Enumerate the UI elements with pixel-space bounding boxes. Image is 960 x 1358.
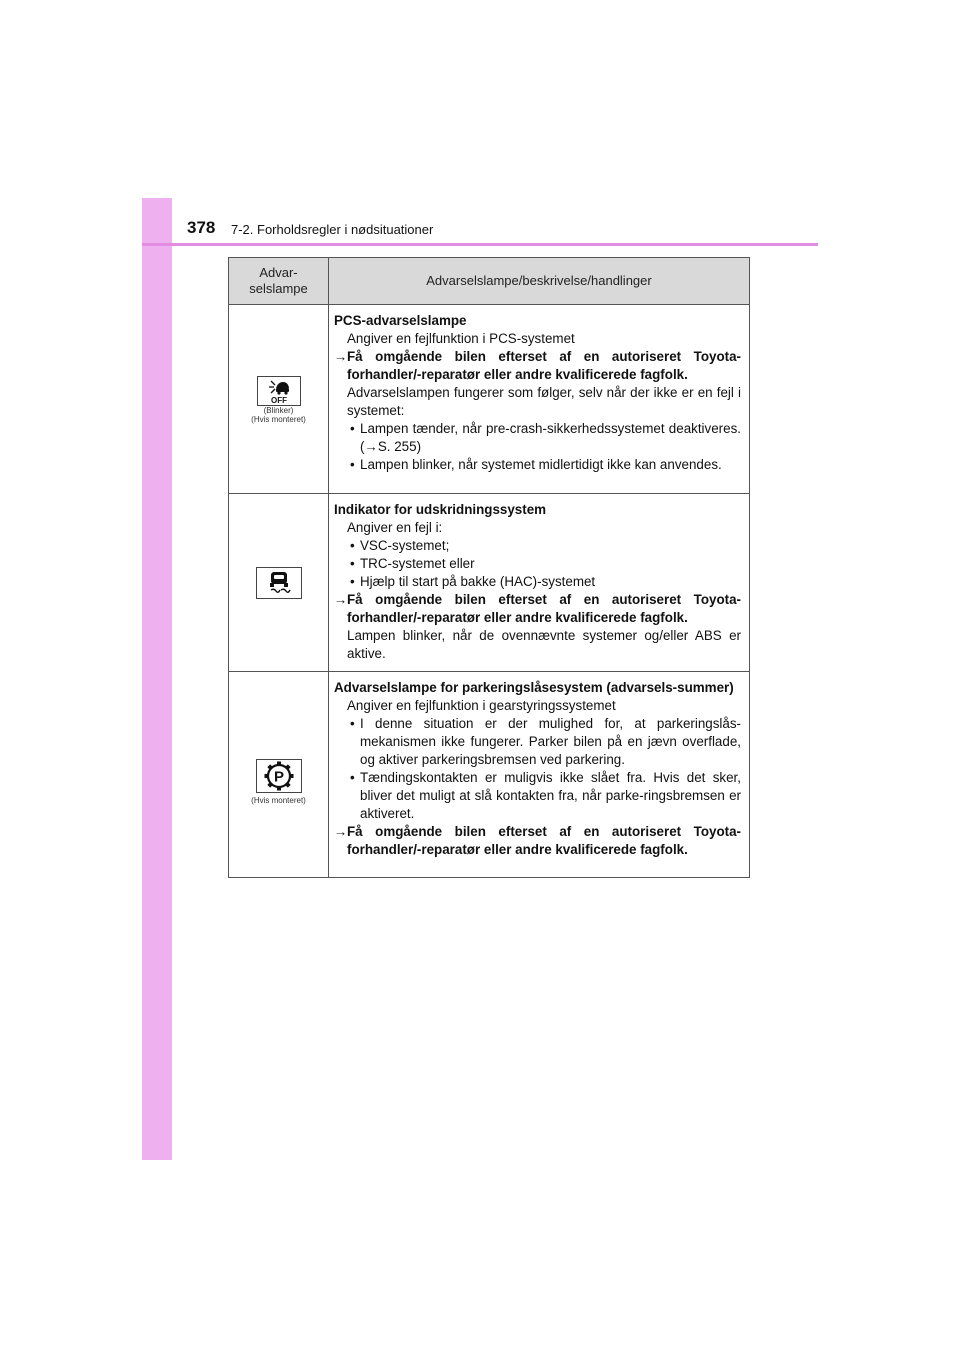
lamp-intro: Angiver en fejlfunktion i gearstyringssystemet: [347, 698, 616, 713]
header-rule: [142, 243, 818, 246]
lamp-paragraph: Advarselslampen fungerer som følger, selv når der ikke er en fejl i systemet:: [347, 385, 741, 418]
description-cell: [329, 494, 750, 672]
lamp-cell: [229, 305, 329, 494]
table-row: [229, 672, 750, 878]
list-item: • VSC-systemet;: [350, 538, 450, 553]
action-text: → Få omgående bilen efterset af en autoriseret Toyota-forhandler/-reparatør eller andre kvalificerede fagfolk.: [334, 592, 741, 625]
page-number: 378: [187, 218, 216, 237]
list-item: • TRC-systemet eller: [350, 556, 475, 571]
side-tab-band: [142, 198, 172, 1160]
lamp-cell: [229, 494, 329, 672]
pcs-off-label: OFF: [270, 396, 287, 405]
list-item: • Lampen tænder, når pre-crash-sikkerhedssystemet deaktiveres. (→S. 255): [350, 421, 741, 454]
lamp-cell: [229, 672, 329, 878]
lamp-title: Advarselslampe for parkeringslåsesystem (advarsels-summer): [334, 680, 734, 695]
table-row: [229, 305, 750, 494]
action-text: → Få omgående bilen efterset af en autoriseret Toyota-forhandler/-reparatør eller andre kvalificerede fagfolk.: [334, 349, 741, 382]
description-cell: [329, 672, 750, 878]
table-header-row: [229, 258, 750, 305]
parking-lock-gear-icon: [256, 759, 302, 793]
skid-indicator-icon: [256, 567, 302, 599]
lamp-intro: Angiver en fejlfunktion i PCS-systemet: [347, 331, 575, 346]
section-title: 7-2. Forholdsregler i nødsituationer: [231, 222, 434, 237]
list-item: • Lampen blinker, når systemet midlertidigt ikke kan anvendes.: [350, 457, 722, 472]
list-item: • Hjælp til start på bakke (HAC)-systemet: [350, 574, 596, 589]
lamp-note-if-fitted: (Hvis monteret): [251, 415, 306, 424]
col-header-description: Advarselslampe/beskrivelse/handlinger: [329, 258, 750, 305]
pcs-off-icon: [257, 376, 301, 406]
list-item: • I denne situation er der mulighed for, at parkeringslås-mekanismen ikke fungerer. Parker bilen på en jævn overflade, og aktiver parkeringsbremsen ved parkering.: [350, 716, 741, 767]
lamp-note-blink: (Blinker): [263, 406, 294, 415]
svg-text:P: P: [273, 768, 284, 785]
table-row: [229, 494, 750, 672]
lamp-title: PCS-advarselslampe: [334, 313, 467, 328]
col-header-lamp: Advar- selslampe: [229, 258, 329, 305]
list-item: • Tændingskontakten er muligvis ikke slået fra. Hvis det sker, bliver det muligt at slå kontakten fra, når parke-ringsbremsen er aktiveret.: [350, 770, 741, 821]
lamp-title: Indikator for udskridningssystem: [334, 502, 547, 517]
lamp-paragraph: Lampen blinker, når de ovennævnte systemer og/eller ABS er aktive.: [347, 628, 741, 661]
lamp-intro: Angiver en fejl i:: [347, 520, 443, 535]
description-cell: [329, 305, 750, 494]
action-text: → Få omgående bilen efterset af en autoriseret Toyota-forhandler/-reparatør eller andre kvalificerede fagfolk.: [334, 824, 741, 857]
warning-lamp-table: [228, 257, 750, 878]
lamp-note-if-fitted: (Hvis monteret): [251, 795, 306, 805]
